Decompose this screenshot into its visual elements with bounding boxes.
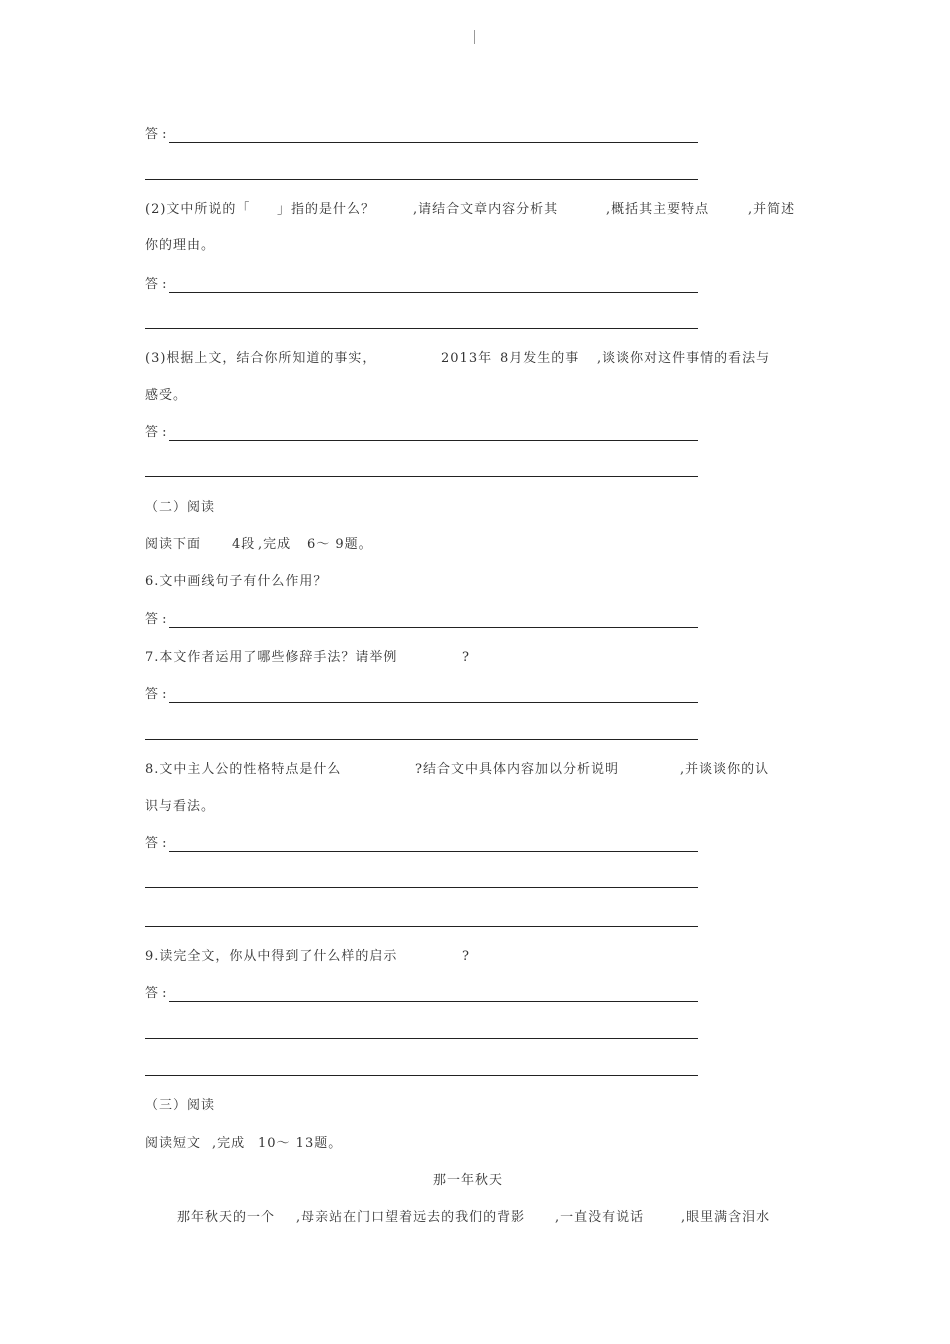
- q9-question-mark: ?: [462, 949, 470, 964]
- answer-label: 答 :: [145, 836, 167, 851]
- passage-text-b: ,母亲站在门口望着远去的我们的背影: [296, 1210, 526, 1225]
- q6-answer-line[interactable]: [145, 612, 698, 628]
- q8-text-c: ,并谈谈你的认: [680, 762, 770, 777]
- q2-text-line2: 你的理由。: [145, 238, 216, 253]
- q9-answer-blank-line-2[interactable]: [145, 1075, 698, 1076]
- q2-text-e: ,并简述: [748, 202, 796, 217]
- q8-answer-line[interactable]: [145, 836, 698, 852]
- section-c-note-a: 阅读短文: [145, 1136, 202, 1151]
- section-b-note-b: 4段: [232, 537, 256, 552]
- answer-label: 答 :: [145, 425, 167, 440]
- answer-blank-line[interactable]: [145, 179, 698, 180]
- section-b-note-c: ,完成: [258, 537, 292, 552]
- q3-text-b: 8月发生的事: [500, 351, 580, 366]
- q2-text-b: 」指的是什么？: [277, 202, 376, 217]
- answer-label: 答 :: [145, 986, 167, 1001]
- answer-label: 答 :: [145, 687, 167, 702]
- q3-text-c: ,谈谈你对这件事情的看法与: [597, 351, 771, 366]
- q7-text: 7.本文作者运用了哪些修辞手法？请举例: [145, 650, 398, 665]
- passage-title: 那一年秋天: [433, 1173, 504, 1188]
- section-b-note-a: 阅读下面: [145, 537, 202, 552]
- q8-text-b: ?结合文中具体内容加以分析说明: [415, 762, 619, 777]
- q8-text-a: 8.文中主人公的性格特点是什么: [145, 762, 342, 777]
- q3-answer-line[interactable]: [145, 425, 698, 441]
- answer-label: 答 :: [145, 612, 167, 627]
- section-c-title: （三）阅读: [145, 1098, 216, 1113]
- q6-text: 6.文中画线句子有什么作用？: [145, 574, 328, 589]
- passage-text-a: 那年秋天的一个: [177, 1210, 276, 1225]
- q2-text-a: (2)文中所说的「: [145, 202, 251, 217]
- q2-text-c: ,请结合文章内容分析其: [413, 202, 559, 217]
- answer-label: 答 :: [145, 127, 167, 142]
- q9-answer-line[interactable]: [145, 986, 698, 1002]
- answer-line[interactable]: [145, 127, 698, 143]
- q9-text: 9.读完全文，你从中得到了什么样的启示: [145, 949, 398, 964]
- q2-text-d: ,概括其主要特点: [606, 202, 710, 217]
- q3-text-line2: 感受。: [145, 388, 188, 403]
- q8-answer-blank-line-1[interactable]: [145, 887, 698, 888]
- q3-text-year: 2013年: [441, 351, 493, 366]
- q9-answer-blank-line-1[interactable]: [145, 1038, 698, 1039]
- section-b-title: （二）阅读: [145, 500, 216, 515]
- q7-answer-line[interactable]: [145, 687, 698, 703]
- q3-answer-blank-line[interactable]: [145, 476, 698, 477]
- answer-label: 答 :: [145, 277, 167, 292]
- q7-answer-blank-line[interactable]: [145, 739, 698, 740]
- q7-question-mark: ?: [462, 650, 470, 665]
- q8-answer-blank-line-2[interactable]: [145, 926, 698, 927]
- passage-text-d: ,眼里满含泪水: [681, 1210, 771, 1225]
- q3-text-a: (3)根据上文，结合你所知道的事实，: [145, 351, 377, 366]
- page-header-mark: [474, 30, 475, 44]
- q8-text-line2: 识与看法。: [145, 799, 216, 814]
- section-c-note-b: ,完成: [212, 1136, 246, 1151]
- passage-text-c: ,一直没有说话: [555, 1210, 645, 1225]
- q2-answer-line[interactable]: [145, 277, 698, 293]
- section-b-note-d: 6～ 9题。: [307, 537, 373, 552]
- section-c-note-c: 10～ 13题。: [258, 1136, 343, 1151]
- q2-answer-blank-line[interactable]: [145, 328, 698, 329]
